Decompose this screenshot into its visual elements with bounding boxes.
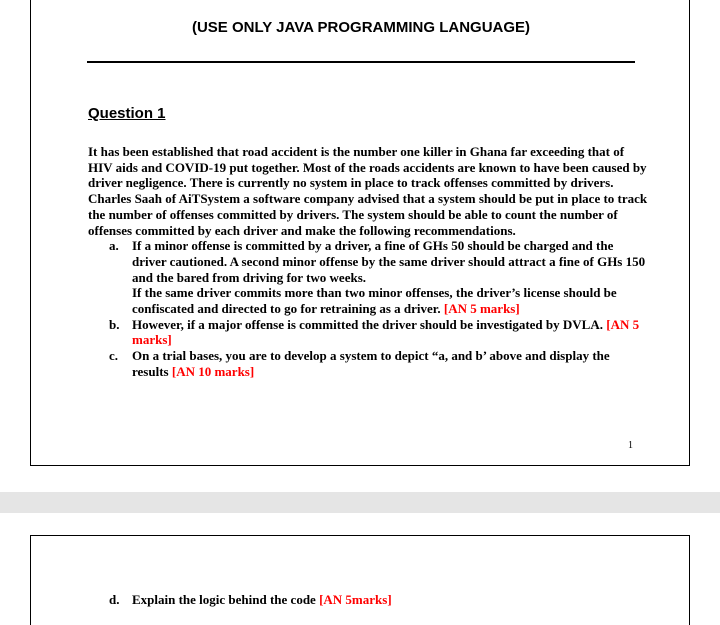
- recommendation-list: [88, 238, 648, 379]
- list-item-text: Explain the logic behind the code: [132, 592, 316, 607]
- heading-divider: [87, 61, 635, 63]
- document-page-2: [30, 535, 690, 625]
- list-item-text-continued: If the same driver commits more than two minor offenses, the driver’s license should be confiscated and directed to go for retraining as a driver.: [132, 285, 617, 317]
- document-page-1: [30, 0, 690, 466]
- list-item-text: However, if a major offense is committed the driver should be investigated by DVLA.: [132, 316, 603, 332]
- page-heading: (USE ONLY JAVA PROGRAMMING LANGUAGE): [191, 19, 531, 36]
- list-item-text: If a minor offense is committed by a driver, a fine of GHs 50 should be charged and the driver cautioned. A second minor offense by the same driver should attract a fine of GHs 150 and the bared from driving for two weeks.: [132, 238, 646, 285]
- list-item: [88, 348, 648, 379]
- list-item-label: a.: [109, 238, 119, 254]
- marks-label: [AN 5 marks]: [132, 316, 640, 348]
- page-separator: [0, 492, 720, 513]
- marks-label: [AN 10 marks]: [171, 363, 255, 379]
- marks-label: [AN 5marks]: [319, 592, 392, 607]
- list-item-label: b.: [109, 316, 120, 332]
- page-number: 1: [628, 440, 633, 451]
- question-title: Question 1: [88, 105, 166, 122]
- list-item: [109, 592, 392, 608]
- list-item: [88, 238, 648, 317]
- list-item-label: d.: [109, 592, 120, 607]
- list-item-label: c.: [109, 348, 119, 364]
- list-item-text: On a trial bases, you are to develop a system to depict “a, and b’ above and display the results: [132, 348, 610, 379]
- intro-paragraph: It has been established that road accident is the number one killer in Ghana far exceeding that of HIV aids and COVID-19 put together. Most of the roads accidents are known to have been caused by driver negligence. There is currently no system in place to track offenses committed by drivers. Charles Saah of AiTSystem a software company advised that a system should be put in place to track the number of offenses committed by drivers. The system should be able to count the number of offenses committed by each driver and make the following recommendations.: [88, 144, 648, 238]
- list-item: [88, 317, 648, 348]
- question-body: [88, 144, 648, 380]
- marks-label: [AN 5 marks]: [443, 301, 520, 317]
